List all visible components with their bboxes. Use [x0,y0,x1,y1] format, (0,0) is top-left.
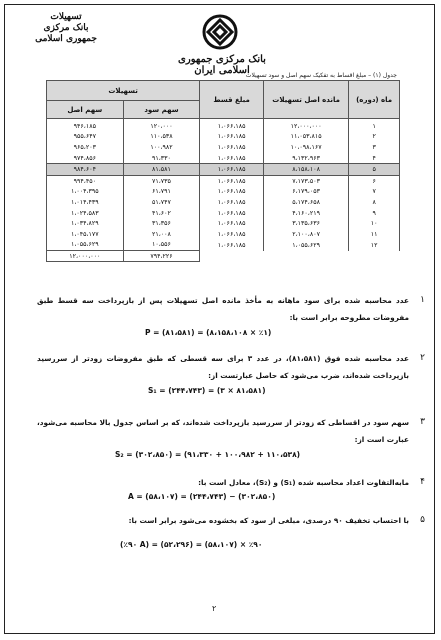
cell-installment: ۱،۰۶۶،۱۸۵ [200,153,264,164]
cell-remaining: ۸،۱۵۸،۱۰۸ [263,164,348,176]
item-formula: (٪۹۰ A) = (۵۲،۲۹۶) = (۵۸،۱۰۷) × ٪۹۰ [120,540,263,549]
cell-installment: ۱،۰۶۶،۱۸۵ [200,197,264,208]
cell-remaining: ۱۰،۰۹۸،۱۶۷ [263,142,348,153]
explanation-item [37,292,425,326]
cell-period: ۱۱ [349,229,400,240]
stamp-line-2: بانک مرکزی [43,23,89,33]
cell-installment: ۱،۰۶۶،۱۸۵ [200,119,264,132]
item-formula: A = (۵۸،۱۰۷) = (۲۴۴،۷۴۳) − (۳۰۲،۸۵۰) [128,492,276,501]
col-facilities: تسهیلات [47,81,200,101]
col-installment: مبلغ قسط [200,81,264,119]
table-row [47,218,400,229]
table-caption: جدول (۱) – مبلغ اقساط به تفکیک سهم اصل و سود تسهیلات [245,72,397,79]
cell-remaining: ۴،۱۶۰،۲۱۹ [263,208,348,219]
item-formula: S₁ = (۲۴۴،۷۴۳) = (۳ × ۸۱،۵۸۱) [148,386,266,395]
installment-table [46,80,400,262]
table-row [47,240,400,251]
cell-interest: ۱۰،۵۵۶ [123,240,200,251]
table-row [47,132,400,143]
table-row [47,119,400,132]
cell-period: ۵ [349,164,400,176]
cell-remaining: ۶،۱۷۹،۰۵۳ [263,187,348,198]
cell-installment: ۱،۰۶۶،۱۸۵ [200,164,264,176]
page-number: ۲ [212,604,217,613]
col-principal: سهم اصل [47,101,124,119]
total-interest: ۷۹۴،۲۲۶ [123,251,200,262]
cell-remaining: ۹،۱۳۲،۹۶۳ [263,153,348,164]
cell-interest: ۲۱،۰۰۸ [123,229,200,240]
item-number: ۳ [420,417,425,427]
cell-period: ۱۲ [349,240,400,251]
cell-installment: ۱،۰۶۶،۱۸۵ [200,142,264,153]
cell-principal: ۹۷۴،۸۵۶ [47,153,124,164]
cell-interest: ۳۱،۳۵۶ [123,218,200,229]
explanation-item [37,474,425,491]
table-row [47,153,400,164]
cell-installment: ۱،۰۶۶،۱۸۵ [200,218,264,229]
explanation-item [37,512,425,529]
cell-principal: ۱،۰۲۴،۵۸۳ [47,208,124,219]
calligraphy-stamp [30,12,102,56]
cell-period: ۲ [349,132,400,143]
cell-installment: ۱،۰۶۶،۱۸۵ [200,132,264,143]
bank-name: بانک مرکزی جمهوری اسلامی ایران [178,54,266,76]
cell-installment: ۱،۰۶۶،۱۸۵ [200,229,264,240]
empty-cell [263,251,348,262]
cell-installment: ۱،۰۶۶،۱۸۵ [200,240,264,251]
cell-principal: ۱،۰۰۴،۳۹۵ [47,187,124,198]
cell-remaining: ۷،۱۷۳،۵۰۳ [263,175,348,186]
bank-logo-icon [200,12,240,52]
cell-period: ۳ [349,142,400,153]
cell-principal: ۱،۰۴۵،۱۷۷ [47,229,124,240]
cell-interest: ۱۲۰،۰۰۰ [123,119,200,132]
item-formula: S₂ = (۳۰۲،۸۵۰) = (۹۱،۳۳۰ + ۱۰۰،۹۸۲ + ۱۱۰،۵۳۸) [115,450,301,459]
cell-remaining: ۵،۱۷۴،۶۵۸ [263,197,348,208]
table-row [47,175,400,186]
cell-interest: ۸۱،۵۸۱ [123,164,200,176]
cell-interest: ۷۱،۷۳۵ [123,175,200,186]
item-number: ۲ [420,353,425,363]
cell-period: ۶ [349,175,400,186]
cell-interest: ۵۱،۷۴۷ [123,197,200,208]
cell-installment: ۱،۰۶۶،۱۸۵ [200,175,264,186]
cell-period: ۸ [349,197,400,208]
item-text: عدد محاسبه شده برای سود ماهانه به مأخذ مانده اصل تسهیلات پس از بازپرداخت سه قسط طبق مفروضات مطروحه برابر است با: [37,296,409,322]
cell-interest: ۶۱،۷۹۱ [123,187,200,198]
table-row [47,142,400,153]
col-interest: سهم سود [123,101,200,119]
cell-installment: ۱،۰۶۶،۱۸۵ [200,187,264,198]
table-row [47,164,400,176]
explanation-item [37,350,425,384]
cell-period: ۱۰ [349,218,400,229]
table-row [47,229,400,240]
empty-cell [200,251,264,262]
explanation-item [37,414,425,448]
table-row [47,197,400,208]
cell-principal: ۹۹۴،۴۵۰ [47,175,124,186]
cell-period: ۴ [349,153,400,164]
item-number: ۵ [420,515,425,525]
stamp-line-1: تسهیلات [50,12,82,22]
item-formula: P = (۸۱،۵۸۱) = (۸،۱۵۸،۱۰۸ × ٪۱) [145,328,272,337]
table-row [47,187,400,198]
cell-interest: ۱۱۰،۵۳۸ [123,132,200,143]
col-remaining: مانده اصل تسهیلات [263,81,348,119]
cell-principal: ۱،۰۱۴،۴۳۹ [47,197,124,208]
cell-principal: ۱،۰۵۵،۶۲۹ [47,240,124,251]
empty-cell [349,251,400,262]
item-text: عدد محاسبه شده فوق (۸۱،۵۸۱)، در عدد ۳ برای سه قسطی که طبق مفروضات زودتر از سررسید بازپرداخت شده‌اند، ضرب می‌شود که حاصل عبارتست از: [37,354,409,380]
cell-remaining: ۳،۱۳۵،۶۳۶ [263,218,348,229]
stamp-line-3: جمهوری اسلامی [35,34,97,44]
cell-principal: ۹۵۵،۶۴۷ [47,132,124,143]
cell-remaining: ۱۲،۰۰۰،۰۰۰ [263,119,348,132]
col-period: ماه (دوره) [349,81,400,119]
cell-interest: ۴۱،۶۰۲ [123,208,200,219]
table-row [47,208,400,219]
item-number: ۴ [420,477,425,487]
cell-period: ۱ [349,119,400,132]
totals-row [47,251,400,262]
cell-interest: ۱۰۰،۹۸۲ [123,142,200,153]
total-principal: ۱۲،۰۰۰،۰۰۰ [47,251,124,262]
cell-period: ۷ [349,187,400,198]
item-text: سهم سود در اقساطی که زودتر از سررسید بازپرداخت شده‌اند، که بر اساس جدول بالا محاسبه می‌شود، عبارت است از: [37,418,409,444]
item-text: با احتساب تخفیف ۹۰ درصدی، مبلغی از سود که بخشوده می‌شود برابر است با: [128,516,409,525]
cell-remaining: ۱،۰۵۵،۶۲۹ [263,240,348,251]
cell-interest: ۹۱،۳۳۰ [123,153,200,164]
cell-principal: ۹۸۴،۶۰۴ [47,164,124,176]
cell-remaining: ۱۱،۰۵۳،۸۱۵ [263,132,348,143]
cell-principal: ۹۴۶،۱۸۵ [47,119,124,132]
cell-principal: ۹۶۵،۲۰۳ [47,142,124,153]
cell-remaining: ۲،۱۰۰،۸۰۷ [263,229,348,240]
cell-installment: ۱،۰۶۶،۱۸۵ [200,208,264,219]
cell-period: ۹ [349,208,400,219]
cell-principal: ۱،۰۳۴،۸۲۹ [47,218,124,229]
item-number: ۱ [420,295,425,305]
item-text: مابه‌التفاوت اعداد محاسبه شده (S₁) و (S₂)، معادل است با: [198,478,409,487]
